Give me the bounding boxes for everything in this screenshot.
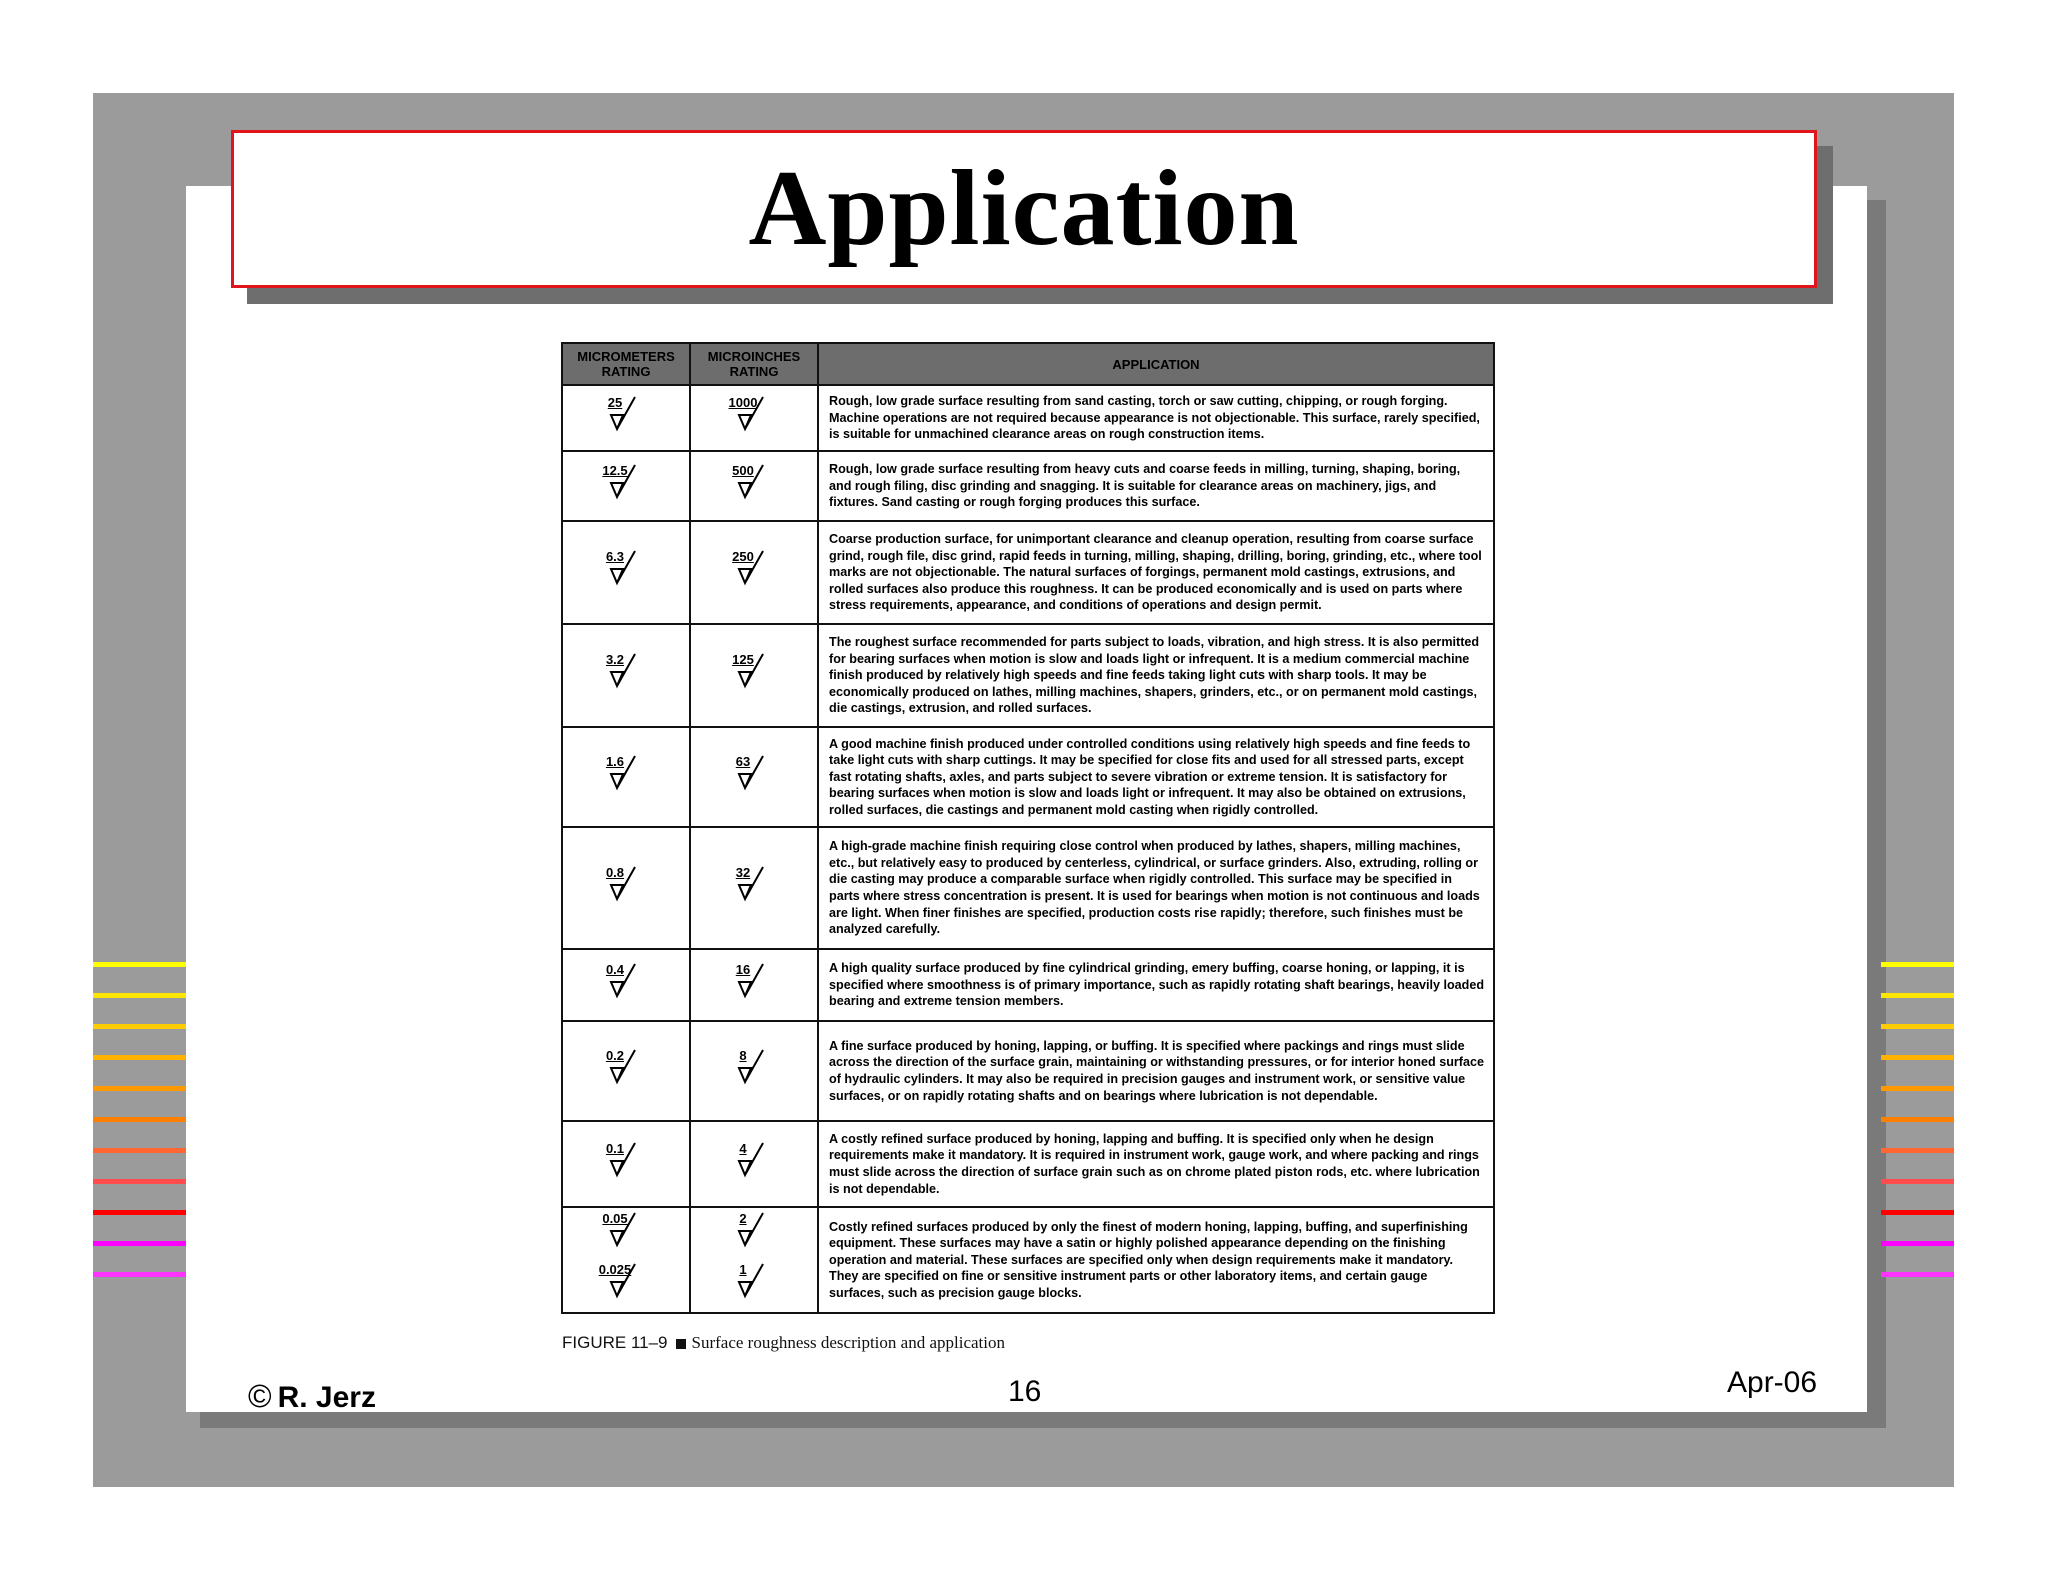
microinch-rating-cell [690,949,818,1021]
stripe [93,962,186,967]
page-title: Application [748,149,1300,268]
roughness-value: 500 [732,462,754,478]
stripe [1881,1117,1954,1122]
roughness-symbol-icon [601,752,651,798]
application-description: A high quality surface produced by fine cylindrical grinding, emery buffing, coarse honing, or lapping, it is specified where smoothness is of primary importance, such as rapidly rotating shaft bearings, heavily loaded bearing and extreme tension members. [818,949,1494,1021]
micrometer-rating-cell [562,1121,690,1207]
roughness-symbol-icon [729,393,779,439]
surface-roughness-table [561,342,1495,1314]
micrometer-rating-cell [562,827,690,949]
roughness-value: 125 [732,652,754,667]
roughness-value: 3.2 [605,652,625,667]
table-header-row [562,343,1494,385]
roughness-value: 1.6 [605,753,625,769]
roughness-symbol-icon [601,547,651,593]
roughness-value: 0.05 [602,1211,628,1226]
microinch-rating-cell [690,1121,818,1207]
roughness-value: 0.4 [605,961,625,977]
footer-author: R. Jerz [277,1381,376,1414]
roughness-symbol-icon [601,1139,651,1185]
table-row [562,949,1494,1021]
roughness-symbol-icon [601,1209,651,1255]
roughness-symbol-icon [601,1046,651,1092]
roughness-value: 16 [735,961,751,977]
stripe [1881,993,1954,998]
roughness-symbol-icon [729,752,779,798]
roughness-symbol-icon [729,461,779,507]
roughness-symbol-icon [729,960,779,1006]
title-box [231,130,1817,288]
application-description: A costly refined surface produced by honing, lapping and buffing. It is specified only when he design requirements make it mandatory. It is required in instrument work, gauge work, and where packing and rings must slide across the direction of surface grain such as on chrome plated piston rods, etc. where lubrication is not dependable. [818,1121,1494,1207]
roughness-value: 4 [739,1140,747,1156]
stripe [1881,1086,1954,1091]
stripe [1881,1272,1954,1277]
micrometer-rating-cell [562,1021,690,1121]
footer-date: Apr-06 [1727,1366,1818,1399]
application-description: A fine surface produced by honing, lapping, or buffing. It is specified where packings and rings must slide across the direction of the surface grain, maintaining or withstanding pressures, or for interior honed surface of hydraulic cylinders. It may also be required in precision gauges and instrument work, or sensitive value surfaces, or on rapidly rotating shafts and on bearings where lubrication is not dependable. [818,1021,1494,1121]
micrometer-rating-cell [562,949,690,1021]
header-micrometers: MICROMETERS RATING [562,343,690,385]
roughness-value: 1 [739,1262,747,1277]
stripe [1881,1241,1954,1246]
roughness-symbol-icon [729,1046,779,1092]
microinch-rating-cell [690,727,818,827]
roughness-value: 0.025 [598,1262,632,1277]
table-row [562,727,1494,827]
application-description: A high-grade machine finish requiring close control when produced by lathes, shapers, milling machines, etc., but relatively easy to produced by centerless, cylindrical, or surface grinders. Also, extruding, rolling or die casting may produce a comparable surface when rigidly controlled. This surface may be specified in parts where stress concentration is present. It is used for bearings when motion is not continuous and loads are light. When finer finishes are specified, production costs rise rapidly; therefore, such finishes must be analyzed carefully. [818,827,1494,949]
stripe [93,1148,186,1153]
table-row [562,1207,1494,1313]
stripe [1881,1210,1954,1215]
caption-bullet [676,1339,686,1349]
micrometer-rating-cell [562,624,690,727]
stripe [93,1272,186,1277]
roughness-symbol-icon [729,863,779,909]
roughness-symbol-icon [601,863,651,909]
stripe [1881,1179,1954,1184]
roughness-symbol-icon [729,650,779,696]
roughness-value: 8 [739,1047,747,1063]
stripe [93,1117,186,1122]
micrometer-rating-cell [562,521,690,624]
table-row [562,521,1494,624]
micrometer-rating-cell [562,727,690,827]
roughness-symbol-icon [601,461,651,507]
roughness-value: 1000 [728,394,758,410]
roughness-symbol-icon [729,1139,779,1185]
application-description: Costly refined surfaces produced by only the finest of modern honing, lapping, buffing, and superfinishing equipment. These surfaces may have a satin or highly polished appearance depending on the finishing operation and material. These surfaces are specified only when design requirements make it mandatory. They are specified on fine or sensitive instrument parts or other laboratory items, and certain gauge surfaces, such as precision gauge blocks. [818,1207,1494,1313]
decorative-stripes-right [1881,962,1954,1303]
roughness-value: 32 [735,864,751,880]
roughness-value: 0.2 [605,1047,625,1063]
microinch-rating-cell [690,827,818,949]
stripe [93,993,186,998]
stripe [93,1055,186,1060]
roughness-value: 63 [735,753,751,769]
roughness-value: 250 [732,549,754,564]
table-row [562,1021,1494,1121]
roughness-symbol-icon [601,960,651,1006]
roughness-value: 6.3 [605,549,625,564]
roughness-symbol-icon [598,1260,651,1306]
roughness-symbol-icon [601,650,651,696]
figure-number: FIGURE 11–9 [562,1333,668,1352]
table-row [562,827,1494,949]
microinch-rating-cell [690,624,818,727]
microinch-rating-cell [690,521,818,624]
micrometer-rating-cell [562,451,690,521]
roughness-symbol-icon [729,1209,779,1255]
stripe [93,1086,186,1091]
roughness-value: 0.1 [605,1140,625,1156]
roughness-symbol-icon [601,393,651,439]
table-row [562,385,1494,451]
application-description: The roughest surface recommended for parts subject to loads, vibration, and high stress. It is also permitted for bearing surfaces when motion is slow and loads light or infrequent. It is a medium commercial machine finish produced by relatively high speeds and fine feeds taking light cuts with sharp tools. It may be economically produced on lathes, milling machines, shapers, grinders, etc., or on permanent mold castings, die castings, extrusion, and rolled surfaces. [818,624,1494,727]
stripe [93,1210,186,1215]
roughness-symbol-icon [729,547,779,593]
microinch-rating-cell [690,1021,818,1121]
microinch-rating-cell [690,451,818,521]
header-microinches: MICROINCHES RATING [690,343,818,385]
table-row [562,451,1494,521]
application-description: Coarse production surface, for unimportant clearance and cleanup operation, resulting from coarse surface grind, rough file, disc grind, rapid feeds in turning, milling, shaping, drilling, boring, grinding, etc., where tool marks are not objectionable. The natural surfaces of forgings, permanent mold castings, extrusions, and rolled surfaces also produce this roughness. It can be produced economically and is used on parts where stress requirements, appearance, and conditions of operations and design permit. [818,521,1494,624]
stripe [1881,1148,1954,1153]
roughness-value: 2 [739,1211,747,1226]
stripe [1881,1055,1954,1060]
stripe [93,1179,186,1184]
copyright-symbol: © [248,1378,272,1414]
footer-copyright [248,1378,376,1415]
stripe [1881,1024,1954,1029]
table-row [562,624,1494,727]
microinch-rating-cell [690,385,818,451]
roughness-symbol-icon [729,1260,779,1306]
roughness-value: 12.5 [602,462,628,478]
micrometer-rating-cell [562,1207,690,1313]
roughness-value: 25 [607,394,623,410]
micrometer-rating-cell [562,385,690,451]
decorative-stripes-left [93,962,186,1303]
stripe [1881,962,1954,967]
microinch-rating-cell [690,1207,818,1313]
figure-caption-text: Surface roughness description and application [691,1333,1005,1352]
application-description: Rough, low grade surface resulting from sand casting, torch or saw cutting, chipping, or rough forging. Machine operations are not required because appearance is not objectionable. This surface, rarely specified, is suitable for unmachined clearance areas on rough construction items. [818,385,1494,451]
header-application: APPLICATION [818,343,1494,385]
figure-caption [562,1333,1005,1353]
stripe [93,1024,186,1029]
application-description: A good machine finish produced under controlled conditions using relatively high speeds and fine feeds to take light cuts with sharp cuttings. It may be specified for close fits and used for all stressed parts, except fast rotating shafts, axles, and parts subject to severe vibration or extreme tension. It is satisfactory for bearing surfaces when motion is slow and loads light or infrequent. It may also be obtained on extrusions, rolled surfaces, die castings and permanent mold casting when rigidly controlled. [818,727,1494,827]
footer-page-number: 16 [1008,1375,1042,1408]
stripe [93,1241,186,1246]
roughness-value: 0.8 [605,864,625,880]
table-row [562,1121,1494,1207]
application-description: Rough, low grade surface resulting from heavy cuts and coarse feeds in milling, turning, shaping, boring, and rough filing, disc grinding and snagging. It is suitable for clearance areas on machinery, jigs, and fixtures. Sand casting or rough forging produces this surface. [818,451,1494,521]
